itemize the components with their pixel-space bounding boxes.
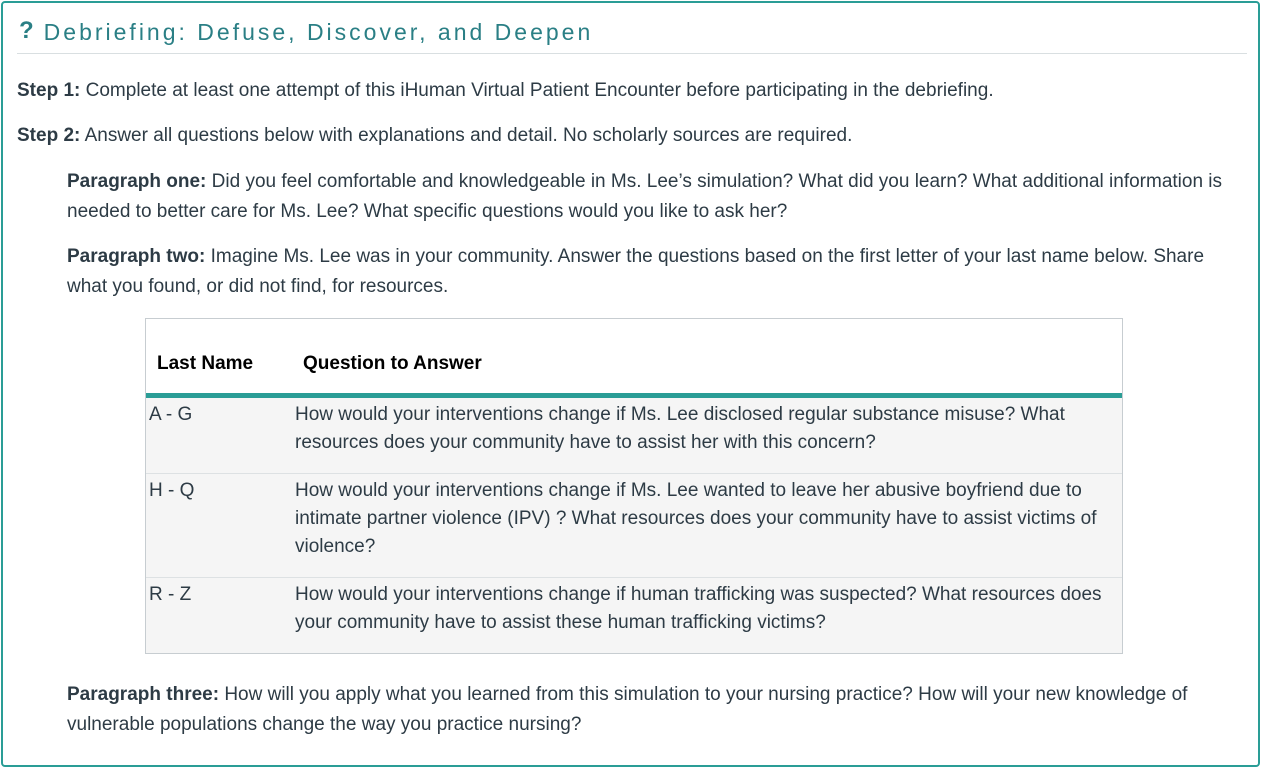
paragraph-three-label: Paragraph three: xyxy=(67,684,220,705)
paragraph-one-text: Did you feel comfortable and knowledgeable in Ms. Lee’s simulation? What did you learn? What additional information is needed to better care for Ms. Lee? What specific questions would you like to ask her? xyxy=(67,171,1223,222)
last-name-range: R - Z xyxy=(149,584,192,605)
paragraph-two-text: Imagine Ms. Lee was in your community. Answer the questions based on the first letter of your last name below. Share what you found, or did not find, for resources. xyxy=(67,246,1205,297)
step-1-text: Complete at least one attempt of this iHuman Virtual Patient Encounter before participating in the debriefing. xyxy=(80,80,994,101)
page-title: Debriefing: Defuse, Discover, and Deepen xyxy=(43,19,594,45)
paragraph-two-label: Paragraph two: xyxy=(67,246,206,267)
paragraph-one-label: Paragraph one: xyxy=(67,171,207,192)
paragraph-one xyxy=(67,167,1249,227)
step-2-paragraph xyxy=(17,121,1247,151)
questions-table xyxy=(145,318,1123,654)
page-heading xyxy=(17,17,1247,54)
column-header-question: Question to Answer xyxy=(303,353,482,374)
question-mark-icon: ? xyxy=(19,17,34,44)
question-text: How would your interventions change if Ms. Lee disclosed regular substance misuse? What resources does your community have to assist her with this concern? xyxy=(295,404,1065,453)
last-name-range: H - Q xyxy=(149,480,195,501)
paragraph-three xyxy=(67,680,1249,740)
table-row xyxy=(146,474,1122,578)
step-1-paragraph xyxy=(17,76,1247,106)
table-header xyxy=(146,319,1122,398)
content-panel xyxy=(1,1,1260,767)
paragraph-three-text: How will you apply what you learned from this simulation to your nursing practice? How will your new knowledge of vulnerable populations change the way you practice nursing? xyxy=(67,684,1188,735)
column-header-last-name: Last Name xyxy=(157,353,254,374)
table-row xyxy=(146,398,1122,474)
table-row xyxy=(146,578,1122,653)
step-2-text: Answer all questions below with explanations and detail. No scholarly sources are required. xyxy=(80,125,853,146)
paragraph-two xyxy=(67,242,1249,302)
question-text: How would your interventions change if human trafficking was suspected? What resources does your community have to assist these human trafficking victims? xyxy=(295,584,1102,633)
step-2-label: Step 2: xyxy=(17,125,81,146)
question-text: How would your interventions change if Ms. Lee wanted to leave her abusive boyfriend due to intimate partner violence (IPV) ? What resources does your community have to assist victims of violence? xyxy=(295,480,1097,557)
last-name-range: A - G xyxy=(149,404,193,425)
step-1-label: Step 1: xyxy=(17,80,81,101)
